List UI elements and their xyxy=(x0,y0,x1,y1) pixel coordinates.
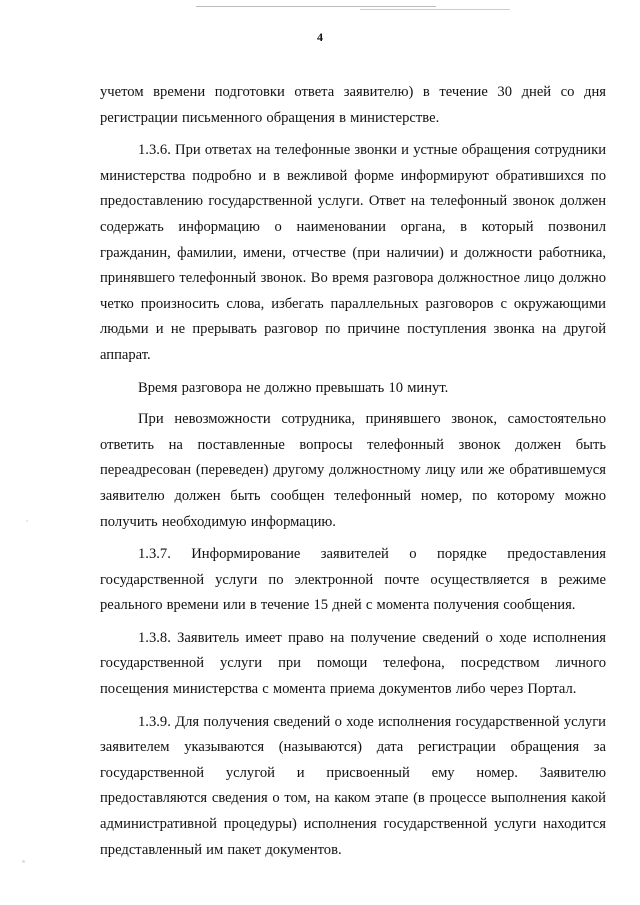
paragraph-call-redirect: При невозможности сотрудника, принявшего звонок, самостоятельно ответить на поставленные вопросы телефонный звонок должен быть переадресован (переведен) другому должностному лицу или же обратившемуся заявителю должен быть сообщен телефонный номер, по которому можно получить необходимую информацию. xyxy=(100,411,606,530)
paragraph-1-3-8: 1.3.8. Заявитель имеет право на получение сведений о ходе исполнения государственной услуги при помощи телефона, посредством личного посещения министерства с момента приема документов либо через Портал. xyxy=(100,629,606,698)
scan-speck-secondary xyxy=(26,520,28,522)
scan-speck xyxy=(22,860,25,863)
paragraph-call-duration: Время разговора не должно превышать 10 минут. xyxy=(138,379,449,396)
page-number: 4 xyxy=(317,30,323,44)
paragraph-continuation: учетом времени подготовки ответа заявителю) в течение 30 дней со дня регистрации письменного обращения в министерстве. xyxy=(100,84,606,126)
document-body xyxy=(100,80,606,870)
top-scan-rule xyxy=(196,6,436,7)
paragraph-1-3-7: 1.3.7. Информирование заявителей о порядке предоставления государственной услуги по электронной почте осуществляется в режиме реального времени или в течение 15 дней с момента получения сообщения. xyxy=(100,546,606,614)
top-scan-rule-secondary xyxy=(360,9,510,10)
paragraph-1-3-9: 1.3.9. Для получения сведений о ходе исполнения государственной услуги заявителем указываются (называются) дата регистрации обращения за государственной услугой и присвоенный ему номер. Заявителю предоставляются сведения о том, на каком этапе (в процессе выполнения какой административной процедуры) исполнения государственной услуги находится представленный им пакет документов. xyxy=(100,713,606,858)
paragraph-1-3-6: 1.3.6. При ответах на телефонные звонки и устные обращения сотрудники министерства подробно и в вежливой форме информируют обратившихся по предоставлению государственной услуги. Ответ на телефонный звонок должен содержать информацию о наименовании органа, в который позвонил гражданин, фамилии, имени, отчестве (при наличии) и должности работника, принявшего телефонный звонок. Во время разговора должностное лицо должно четко произносить слова, избегать параллельных разговоров с окружающими людьми и не прерывать разговор по причине поступления звонка на другой аппарат. xyxy=(100,142,606,363)
